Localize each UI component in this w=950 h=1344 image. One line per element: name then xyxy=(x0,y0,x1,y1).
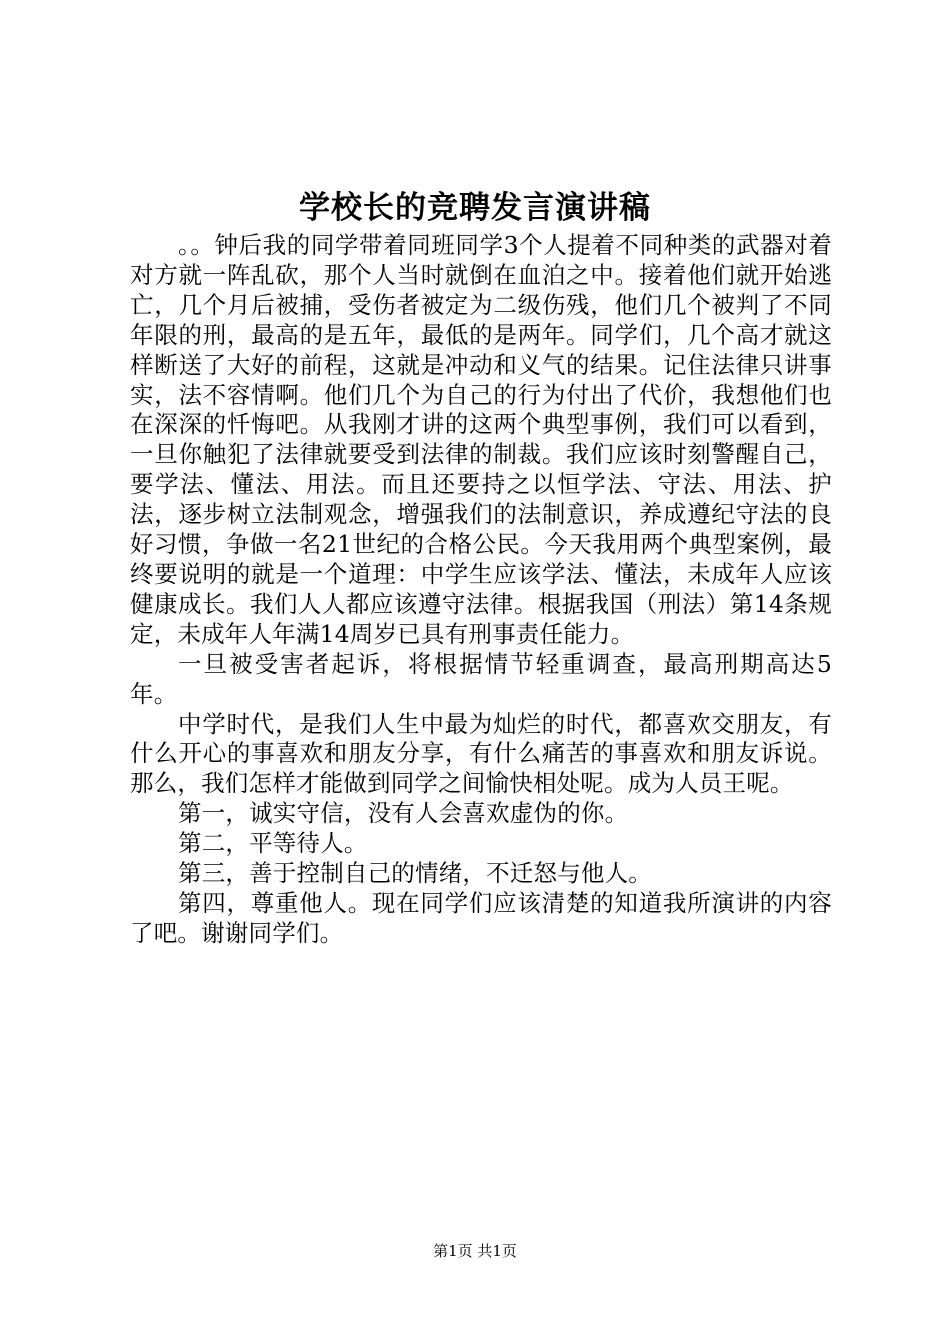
page-footer: 第1页 共1页 xyxy=(433,1242,517,1260)
document-body xyxy=(130,231,832,949)
paragraph-6: 第三，善于控制自己的情绪，不迁怒与他人。 xyxy=(178,859,652,888)
document-title: 学校长的竞聘发言演讲稿 xyxy=(299,190,651,226)
paragraph-2: 一旦被受害者起诉，将根据情节轻重调查，最高刑期高达5年。 xyxy=(130,649,832,708)
paragraph-7: 第四，尊重他人。现在同学们应该清楚的知道我所演讲的内容了吧。谢谢同学们。 xyxy=(130,888,832,947)
paragraph-1: 。。钟后我的同学带着同班同学3个人提着不同种类的武器对着对方就一阵乱砍，那个人当时就倒在血泊之中。接着他们就开始逃亡，几个月后被捕，受伤者被定为二级伤残，他们几个被判了不同年限的刑，最高的是五年，最低的是两年。同学们，几个高才就这样断送了大好的前程，这就是冲动和义气的结果。记住法律只讲事实，法不容情啊。他们几个为自己的行为付出了代价，我想他们也在深深的忏悔吧。从我刚才讲的这两个典型事例，我们可以看到，一旦你触犯了法律就要受到法律的制裁。我们应该时刻警醒自己，要学法、懂法、用法。而且还要持之以恒学法、守法、用法、护法，逐步树立法制观念，增强我们的法制意识，养成遵纪守法的良好习惯，争做一名21世纪的合格公民。今天我用两个典型案例，最终要说明的就是一个道理：中学生应该学法、懂法，未成年人应该健康成长。我们人人都应该遵守法律。根据我国（刑法）第14条规定，未成年人年满14周岁已具有刑事责任能力。 xyxy=(130,231,832,648)
paragraph-3: 中学时代，是我们人生中最为灿烂的时代，都喜欢交朋友，有什么开心的事喜欢和朋友分享，有什么痛苦的事喜欢和朋友诉说。那么，我们怎样才能做到同学之间愉快相处呢。成为人员王呢。 xyxy=(130,709,832,798)
paragraph-4: 第一，诚实守信，没有人会喜欢虚伪的你。 xyxy=(178,799,629,828)
paragraph-5: 第二，平等待人。 xyxy=(178,829,368,858)
